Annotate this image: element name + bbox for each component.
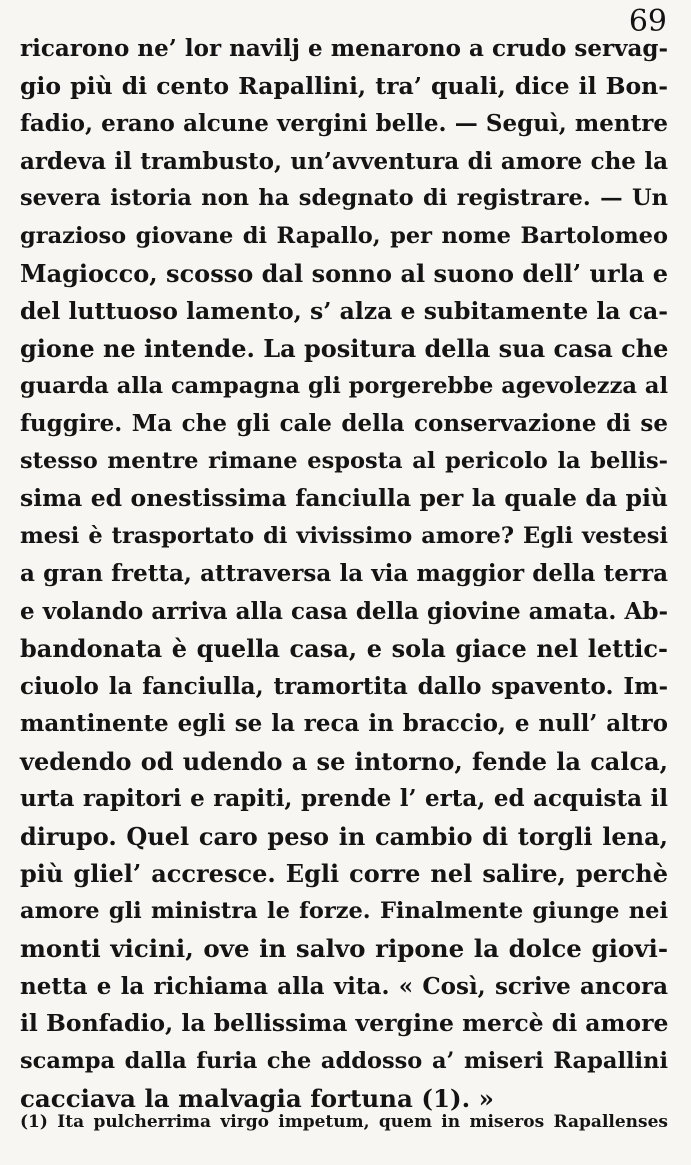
text-line: scampa dalla furia che addosso a’ miseri Rapallini <box>20 1047 668 1074</box>
body-text <box>20 30 668 1118</box>
text-line: urta rapitori e rapiti, prende l’ erta, ed acquista il <box>20 785 668 812</box>
text-line: a gran fretta, attraversa la via maggior della terra <box>20 560 668 587</box>
text-line: gio più di cento Rapallini, tra’ quali, dice il Bon- <box>20 71 668 100</box>
text-line: dirupo. Quel caro peso in cambio di torgli lena, <box>20 821 668 851</box>
text-line: ciuolo la fanciulla, tramortita dallo spavento. Im- <box>20 672 668 700</box>
text-line-last: cacciava la malvagia fortuna (1). » <box>20 1084 494 1113</box>
text-line: bandonata è quella casa, e sola giace nel lettic- <box>20 634 668 663</box>
text-line: gione ne intende. La positura della sua casa che <box>20 334 669 363</box>
page-number: 69 <box>628 4 667 39</box>
text-line: più gliel’ accresce. Egli corre nel salire, perchè <box>20 859 668 888</box>
text-line: grazioso giovane di Rapallo, per nome Bartolomeo <box>20 222 668 249</box>
footnote: (1) Ita pulcherrima virgo impetum, quem in miseros Rapallenses <box>20 1112 668 1132</box>
text-line: netta e la richiama alla vita. « Così, scrive ancora <box>20 972 668 1000</box>
text-line: sima ed onestissima fanciulla per la quale da più <box>20 484 668 512</box>
text-line: monti vicini, ove in salvo ripone la dolce giovi- <box>20 934 668 963</box>
text-line: e volando arriva alla casa della giovine amata. Ab- <box>20 597 668 625</box>
text-line: Magiocco, scosso dal sonno al suono dell’ urla e <box>20 259 668 288</box>
text-line: il Bonfadio, la bellissima vergine mercè di amore <box>20 1009 669 1037</box>
text-line: mantinente egli se la reca in braccio, e null’ altro <box>20 710 668 737</box>
text-line: del luttuoso lamento, s’ alza e subitamente la ca- <box>20 296 668 325</box>
text-line: amore gli ministra le forze. Finalmente giunge nei <box>20 897 668 924</box>
text-line: mesi è trasportato di vivissimo amore? Egli vestesi <box>20 522 668 549</box>
text-line: fadio, erano alcune vergini belle. — Seguì, mentre <box>20 110 668 137</box>
text-line: severa istoria non ha sdegnato di registrare. — Un <box>20 185 668 211</box>
text-line: guarda alla campagna gli porgerebbe agevolezza al <box>20 372 668 399</box>
text-line: ricarono ne’ lor navilj e menarono a crudo servag- <box>20 35 668 62</box>
text-line: vedendo od udendo a se intorno, fende la calca, <box>20 746 668 776</box>
text-line: ardeva il trambusto, un’avventura di amore che la <box>20 147 668 175</box>
text-line: stesso mentre rimane esposta al pericolo la bellis- <box>20 447 668 474</box>
text-line: fuggire. Ma che gli cale della conservazione di se <box>20 410 668 437</box>
